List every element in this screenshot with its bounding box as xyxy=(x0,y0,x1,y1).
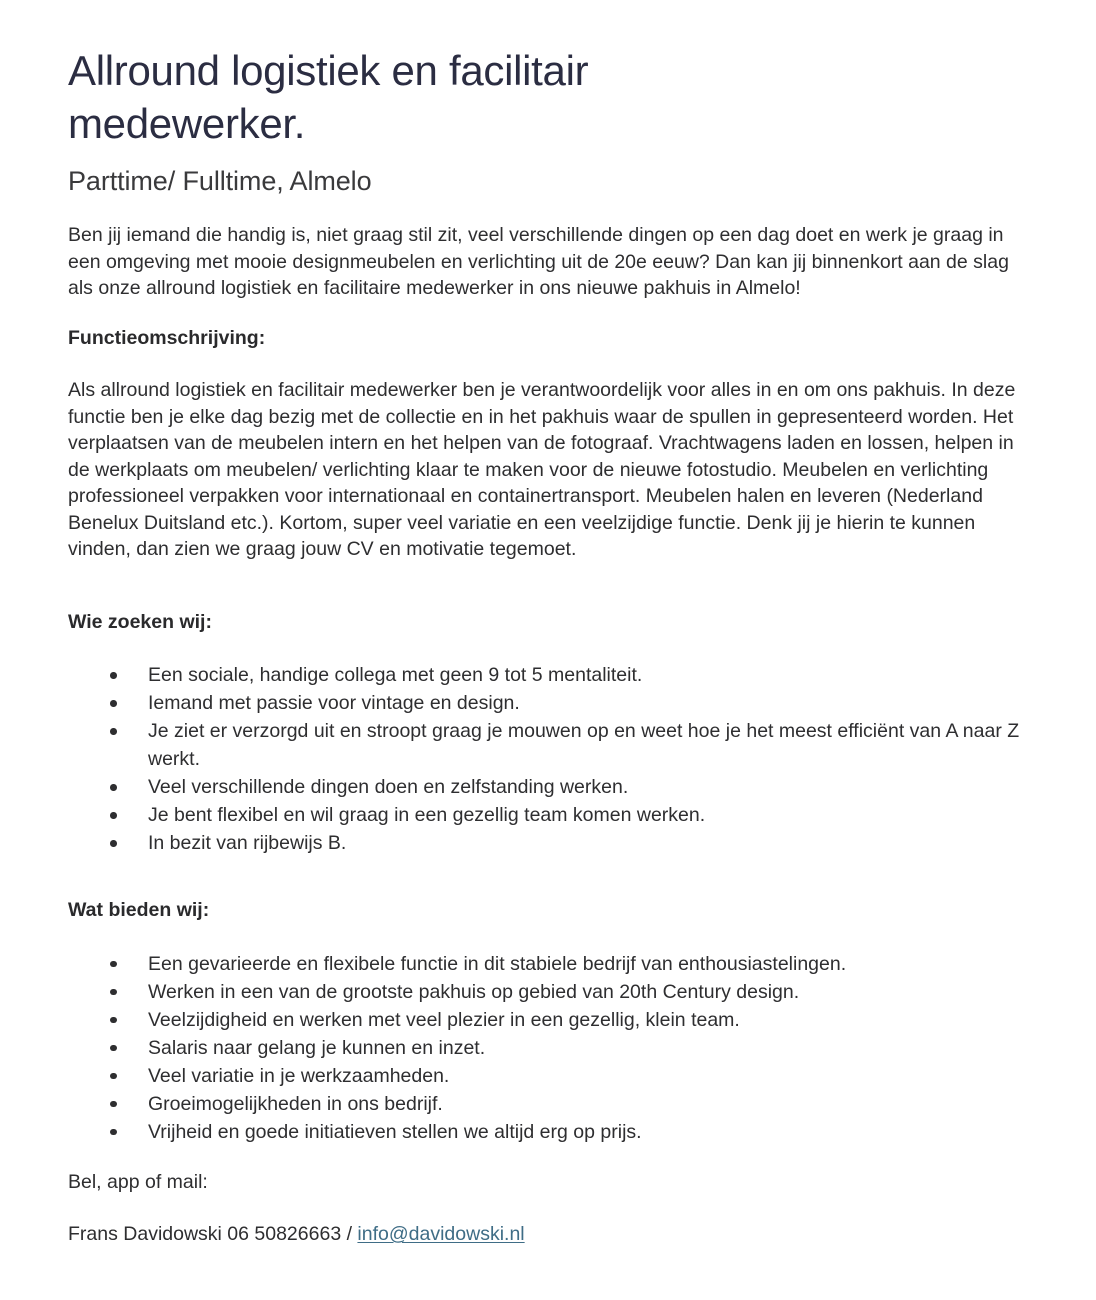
list-item: Salaris naar gelang je kunnen en inzet. xyxy=(68,1034,1040,1062)
contact-details xyxy=(68,1221,1040,1248)
list-item: In bezit van rijbewijs B. xyxy=(68,829,1040,857)
offer-list xyxy=(68,950,1040,1146)
list-item: Een gevarieerde en flexibele functie in dit stabiele bedrijf van enthousiastelingen. xyxy=(68,950,1040,978)
list-item: Veel verschillende dingen doen en zelfstanding werken. xyxy=(68,773,1040,801)
list-item: Groeimogelijkheden in ons bedrijf. xyxy=(68,1090,1040,1118)
page-title: Allround logistiek en facilitair medewerker. xyxy=(68,47,589,147)
list-item: Je bent flexibel en wil graag in een gezellig team komen werken. xyxy=(68,801,1040,829)
spacer xyxy=(68,302,1040,325)
spacer xyxy=(68,351,1040,377)
functieomschrijving-paragraph: Als allround logistiek en facilitair medewerker ben je verantwoordelijk voor alles in en om ons pakhuis. In deze functie ben je elke dag bezig met de collectie en in het pakhuis waar de spullen in gepresenteerd worden. Het verplaatsen van de meubelen intern en het helpen van de fotograaf. Vrachtwagens laden en lossen, helpen in de werkplaats om meubelen/ verlichting klaar te maken voor de nieuwe fotostudio. Meubelen en verlichting professioneel verpakken voor internationaal en containertransport. Meubelen halen en leveren (Nederland Benelux Duitsland etc.). Kortom, super veel variatie en een veelzijdige functie. Denk jij je hierin te kunnen vinden, dan zien we graag jouw CV en motivatie tegemoet. xyxy=(68,379,1016,560)
spacer xyxy=(68,1195,1040,1221)
list-item: Een sociale, handige collega met geen 9 tot 5 mentaliteit. xyxy=(68,661,1040,689)
list-item: Je ziet er verzorgd uit en stroopt graag je mouwen op en weet hoe je het meest efficiënt van A naar Z werkt. xyxy=(68,717,1040,773)
section-heading-functieomschrijving: Functieomschrijving: xyxy=(68,326,266,349)
spacer xyxy=(68,1146,1040,1169)
spacer xyxy=(68,198,1040,222)
requirements-list xyxy=(68,661,1040,857)
email-link[interactable]: info@davidowski.nl xyxy=(357,1223,525,1245)
spacer xyxy=(68,857,1040,897)
spacer xyxy=(68,924,1040,950)
list-item: Veelzijdigheid en werken met veel plezier in een gezellig, klein team. xyxy=(68,1006,1040,1034)
contact-heading: Bel, app of mail: xyxy=(68,1170,208,1193)
spacer xyxy=(68,563,1040,609)
contact-name-phone: Frans Davidowski 06 50826663 / xyxy=(68,1223,358,1245)
list-item: Vrijheid en goede initiatieven stellen we altijd erg op prijs. xyxy=(68,1118,1040,1146)
section-heading-wie-zoeken-wij: Wie zoeken wij: xyxy=(68,610,212,633)
list-item: Veel variatie in je werkzaamheden. xyxy=(68,1062,1040,1090)
intro-paragraph: Ben jij iemand die handig is, niet graag stil zit, veel verschillende dingen op een dag doet en werk je graag in een omgeving met mooie designmeubelen en verlichting uit de 20e eeuw? Dan kan jij binnenkort aan de slag als onze allround logistiek en facilitaire medewerker in ons nieuwe pakhuis in Almelo! xyxy=(68,224,1009,299)
section-heading-wat-bieden-wij: Wat bieden wij: xyxy=(68,899,210,921)
spacer xyxy=(68,635,1040,661)
list-item: Werken in een van de grootste pakhuis op gebied van 20th Century design. xyxy=(68,978,1040,1006)
list-item: Iemand met passie voor vintage en design. xyxy=(68,689,1040,717)
job-subtitle: Parttime/ Fulltime, Almelo xyxy=(68,166,372,196)
